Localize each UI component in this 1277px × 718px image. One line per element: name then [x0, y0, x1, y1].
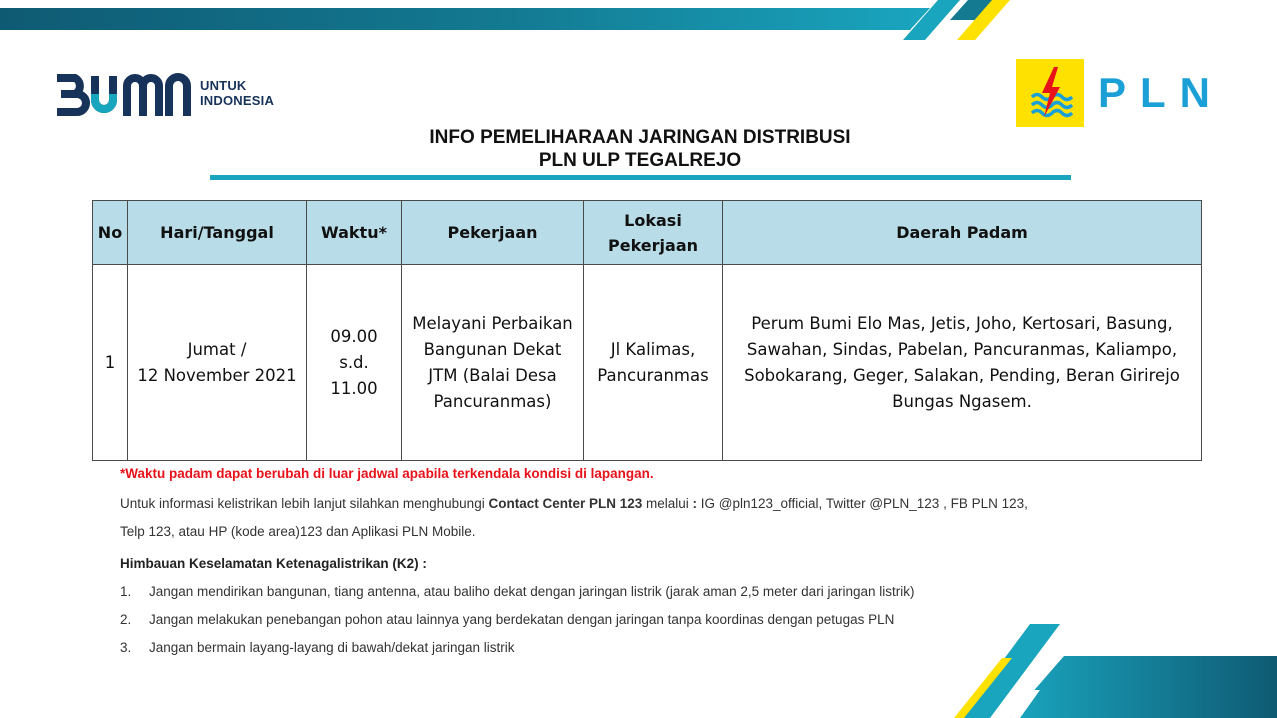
- bumn-mark-icon: [55, 72, 195, 118]
- cell-date: Jumat / 12 November 2021: [128, 265, 307, 461]
- bumn-tagline: [200, 78, 274, 108]
- contact-info-line1: [120, 496, 1028, 511]
- header-work: Pekerjaan: [402, 201, 584, 265]
- cell-work: Melayani Perbaikan Bangunan Dekat JTM (Balai Desa Pancuranmas): [402, 265, 584, 461]
- cell-outage-area: Perum Bumi Elo Mas, Jetis, Joho, Kertosari, Basung, Sawahan, Sindas, Pabelan, Pancuranmas, Kaliampo, Sobokarang, Geger, Salakan, Pending, Beran Girirejo Bungas Ngasem.: [723, 265, 1202, 461]
- header-date: Hari/Tanggal: [128, 201, 307, 265]
- lightning-waves-icon: [1016, 59, 1084, 127]
- header-no: No: [93, 201, 128, 265]
- bumn-tagline-line2: INDONESIA: [200, 93, 275, 108]
- list-item: [120, 640, 514, 655]
- list-item-number: 1.: [120, 584, 132, 599]
- list-item-number: 2.: [120, 612, 132, 627]
- cell-location: Jl Kalimas, Pancuranmas: [584, 265, 723, 461]
- k2-safety-title: Himbauan Keselamatan Ketenagalistrikan (K2) :: [120, 556, 427, 571]
- bumn-logo: [55, 72, 295, 120]
- pln-wordmark: PLN: [1098, 69, 1224, 116]
- header-outage-area: Daerah Padam: [723, 201, 1202, 265]
- contact-info-line2: Telp 123, atau HP (kode area)123 dan Aplikasi PLN Mobile.: [120, 524, 476, 539]
- list-item: [120, 584, 914, 599]
- time-change-warning: *Waktu padam dapat berubah di luar jadwal apabila terkendala kondisi di lapangan.: [120, 466, 654, 481]
- table-header-row: [93, 201, 1202, 265]
- bumn-tagline-line1: UNTUK: [200, 78, 247, 93]
- pln-badge: [1016, 59, 1084, 127]
- contact-info-via: melalui: [642, 496, 693, 511]
- pln-logo: [1016, 59, 1224, 129]
- headline-underline: [210, 175, 1071, 180]
- list-item-text: Jangan melakukan penebangan pohon atau lainnya yang berdekatan dengan jaringan tanpa koordinas dengan petugas PLN: [149, 612, 895, 627]
- contact-info-prefix: Untuk informasi kelistrikan lebih lanjut silahkan menghubungi: [120, 496, 489, 511]
- list-item-number: 3.: [120, 640, 132, 655]
- contact-center-name: Contact Center PLN 123: [488, 496, 643, 511]
- headline: [210, 126, 1070, 172]
- contact-info-colon: :: [692, 496, 698, 511]
- header-time: Waktu*: [307, 201, 402, 265]
- headline-subtitle: PLN ULP TEGALREJO: [538, 150, 742, 171]
- headline-title: INFO PEMELIHARAAN JARINGAN DISTRIBUSI: [429, 127, 851, 148]
- cell-no: 1: [93, 265, 128, 461]
- header-location: Lokasi Pekerjaan: [584, 201, 723, 265]
- maintenance-schedule-table: [92, 200, 1202, 461]
- table-row: [93, 265, 1202, 461]
- bottom-corner-decoration: [950, 620, 1277, 718]
- list-item-text: Jangan mendirikan bangunan, tiang antenna, atau baliho dekat dengan jaringan listrik (jarak aman 2,5 meter dari jaringan listrik): [149, 584, 915, 599]
- cell-time: 09.00 s.d. 11.00: [307, 265, 402, 461]
- top-banner-decoration: [0, 0, 1277, 40]
- contact-info-channels: IG @pln123_official, Twitter @PLN_123 , FB PLN 123,: [697, 496, 1028, 511]
- list-item-text: Jangan bermain layang-layang di bawah/dekat jaringan listrik: [149, 640, 515, 655]
- list-item: [120, 612, 894, 627]
